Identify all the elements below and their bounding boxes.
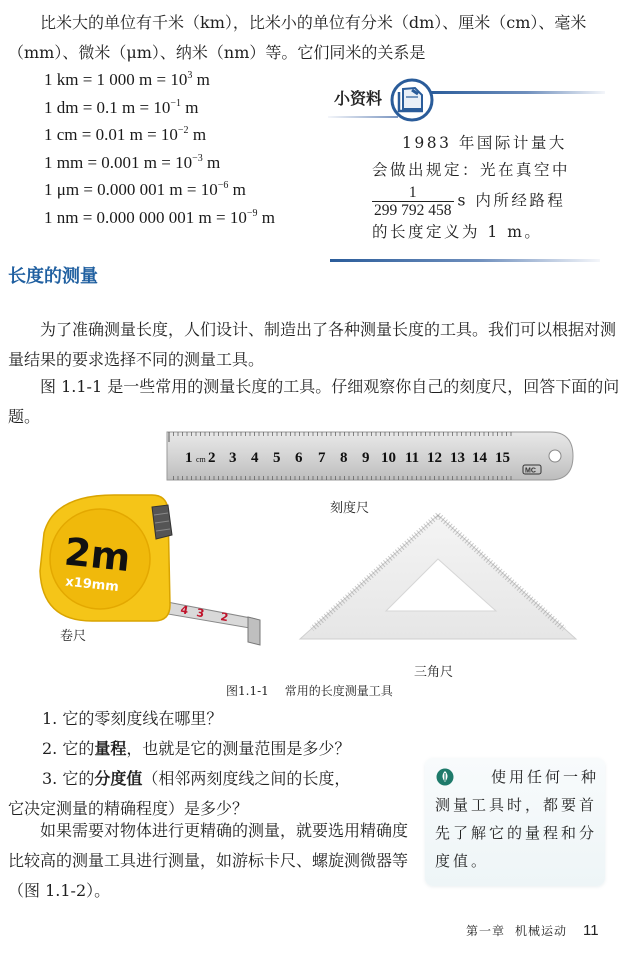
question-2: 2. 它的量程，也就是它的测量范围是多少？ xyxy=(42,739,351,758)
paragraph-figure-ref: 图 1.1-1 是一些常用的测量长度的工具。仔细观察你自己的刻度尺，回答下面的问题。 xyxy=(8,377,620,426)
svg-text:2m: 2m xyxy=(62,529,133,581)
tape-measure-label: 卷尺 xyxy=(60,629,87,644)
intro-paragraph: 比米大的单位有千米（km），比米小的单位有分米（dm）、厘米（cm）、毫米（mm）、微米（μm）、纳米（nm）等。它们同米的关系是 xyxy=(8,13,587,62)
tip-box xyxy=(425,758,605,886)
paragraph-precision-tools: 如果需要对物体进行更精确的测量，就要选用精确度比较高的测量工具进行测量，如游标卡尺、螺旋测微器等（图 1.1-2）。 xyxy=(8,821,409,900)
fraction xyxy=(372,184,454,219)
svg-text:x19mm: x19mm xyxy=(64,574,120,596)
figure-caption-number: 图1.1-1 xyxy=(226,684,269,698)
info-box xyxy=(328,78,608,268)
info-box-title: 小资料 xyxy=(334,89,383,108)
unit-equations xyxy=(44,62,334,227)
svg-text:4: 4 xyxy=(179,603,190,618)
keyword-division-value: 分度值 xyxy=(94,769,143,788)
fraction-denominator: 299 792 458 xyxy=(374,202,452,219)
figure-measuring-tools xyxy=(0,425,630,705)
svg-text:3: 3 xyxy=(195,606,206,621)
page-number: 11 xyxy=(583,922,599,939)
page-footer xyxy=(466,922,599,939)
svg-text:15: 15 xyxy=(495,450,510,466)
paragraph-tools: 为了准确测量长度，人们设计、制造出了各种测量长度的工具。我们可以根据对测量结果的要求选择不同的测量工具。 xyxy=(8,320,617,369)
svg-text:5: 5 xyxy=(273,450,281,466)
svg-text:6: 6 xyxy=(295,450,303,466)
equation-cm: 1 cm = 0.01 $m = 10^{-2}$ m xyxy=(44,125,207,144)
svg-text:3: 3 xyxy=(229,450,237,466)
svg-text:9: 9 xyxy=(362,450,370,466)
equation-dm: 1 dm = 0.1 $m = 10^{-1}$ m xyxy=(44,97,199,117)
svg-text:2: 2 xyxy=(219,610,230,625)
figure-caption xyxy=(226,682,393,699)
info-box-body xyxy=(372,130,592,246)
equation-um: 1 μm = 0.000 001 $m = 10^{-6}$ m xyxy=(44,180,246,199)
svg-text:4: 4 xyxy=(251,450,259,466)
tip-text: 使用任何一种测量工具时，都要首先了解它的量程和分度值。 xyxy=(435,768,600,870)
equation-km: 1 km = 1 000 $m = 10^3$ m xyxy=(44,70,210,89)
info-line-1: 1983 年国际计量大 xyxy=(402,134,567,152)
question-3: 3. 它的分度值（相邻两刻度线之间的长度， 它决定测量的精确程度）是多少？ xyxy=(8,769,351,818)
section-heading: 长度的测量 xyxy=(8,266,98,287)
svg-text:2: 2 xyxy=(208,450,216,466)
svg-text:cm: cm xyxy=(196,455,206,464)
svg-text:10: 10 xyxy=(381,450,396,466)
svg-text:13: 13 xyxy=(450,450,465,466)
svg-text:8: 8 xyxy=(340,450,348,466)
info-line-2: 会做出规定：光在真空中 xyxy=(372,161,571,179)
footer-chapter: 第一章 xyxy=(466,924,506,938)
info-divider-top xyxy=(430,91,605,94)
info-line-3-text: s 内所经路程 xyxy=(457,191,566,210)
figure-caption-text: 常用的长度测量工具 xyxy=(284,684,393,698)
equation-nm: 1 nm = 0.000 000 001 $m = 10^{-9}$ m xyxy=(44,207,275,227)
equation-mm: 1 mm = 0.001 $m = 10^{-3}$ m xyxy=(44,152,221,172)
svg-text:1: 1 xyxy=(185,450,193,466)
info-divider-left xyxy=(328,116,398,118)
info-line-4: 的长度定义为 1 m。 xyxy=(372,223,543,241)
book-icon xyxy=(390,78,434,122)
steel-ruler-image xyxy=(165,430,575,482)
svg-text:11: 11 xyxy=(405,450,420,466)
question-1: 1. 它的零刻度线在哪里？ xyxy=(42,709,223,728)
svg-text:MC: MC xyxy=(525,467,536,475)
info-line-3 xyxy=(372,184,592,219)
svg-text:14: 14 xyxy=(472,450,487,466)
footer-chapter-title: 机械运动 xyxy=(515,924,568,938)
keyword-range: 量程 xyxy=(94,739,127,758)
triangle-ruler-image xyxy=(296,511,580,643)
fraction-numerator: 1 xyxy=(372,184,454,202)
steel-ruler-label: 刻度尺 xyxy=(330,501,370,516)
svg-text:7: 7 xyxy=(318,450,326,466)
info-divider-bottom xyxy=(330,259,600,262)
svg-text:12: 12 xyxy=(427,450,442,466)
triangle-ruler-label: 三角尺 xyxy=(414,665,454,680)
questions-list xyxy=(42,704,422,764)
